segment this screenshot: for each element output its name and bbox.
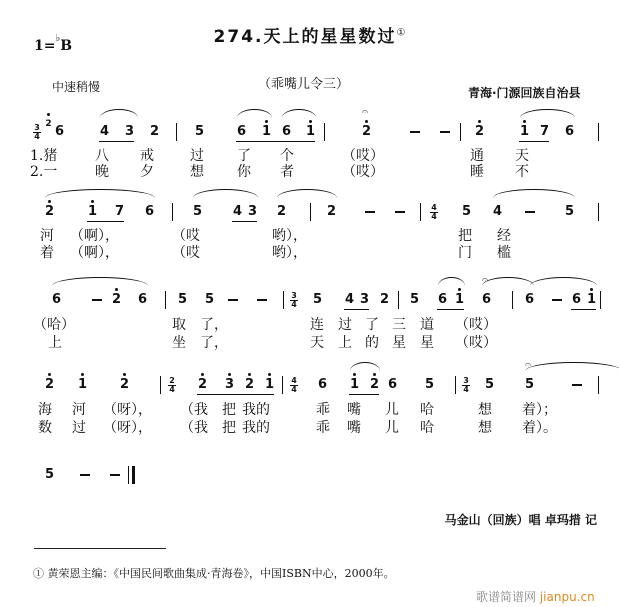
barline [398, 291, 399, 309]
lyric-syllable: 通 [470, 148, 484, 164]
high-octave-dot [47, 113, 50, 116]
title-text: 274.天上的星星数过 [213, 27, 397, 47]
barline [282, 376, 283, 394]
sustain-dash [80, 474, 90, 476]
high-octave-dot [353, 373, 356, 376]
time-sig-top: 3 [34, 123, 40, 132]
lyric-syllable: 着）； [522, 402, 557, 418]
high-octave-dot [590, 288, 593, 291]
high-octave-dot [458, 288, 461, 291]
lyric-syllable: 着）。 [522, 420, 557, 436]
eighth-underline [369, 394, 379, 395]
high-octave-dot [123, 373, 126, 376]
sustain-dash [440, 131, 450, 133]
slur [100, 109, 138, 118]
lyric-syllable: 哈 [420, 402, 434, 418]
lyric-syllable: （哎） [342, 164, 384, 180]
note: 3 [360, 292, 370, 307]
note: 2 [380, 292, 390, 307]
note: 6 [55, 124, 65, 139]
fermata-icon: 𝄐 [362, 105, 369, 118]
sustain-dash [395, 211, 405, 213]
note: 7 [540, 124, 550, 139]
time-sig-top: 2 [169, 376, 175, 385]
note: 1 [88, 205, 97, 219]
lyric-syllable: 星 [392, 335, 406, 351]
high-octave-dot [115, 288, 118, 291]
key-prefix: 1= [34, 38, 56, 54]
lyric-syllable: 门 [458, 245, 472, 261]
region-label: 青海·门源回族自治县 [468, 86, 581, 100]
barline [176, 123, 177, 141]
time-signature [290, 377, 298, 394]
lyric-syllable: 个 [280, 148, 294, 164]
note: 2 [362, 125, 371, 139]
lyric-syllable: 天 [310, 335, 324, 351]
high-octave-dot [373, 373, 376, 376]
lyric-syllable: 取 [172, 317, 186, 333]
note: 2 [198, 378, 207, 392]
lyric-syllable: 哟）， [272, 228, 307, 244]
note: 2 [245, 378, 254, 392]
lyric-syllable: （哎） [342, 148, 384, 164]
lyric-syllable: 槛 [497, 245, 511, 261]
lyric-syllable: （我 [180, 402, 208, 418]
lyric-syllable: 河 [40, 228, 54, 244]
final-barline-thin [128, 466, 129, 484]
song-title [0, 22, 619, 47]
lyric-syllable: 把 [458, 228, 472, 244]
barline [324, 123, 325, 141]
lyric-syllable: 把 [222, 402, 236, 418]
barline [455, 376, 456, 394]
lyric-syllable: 数 [38, 420, 52, 436]
lyric-syllable: 经 [497, 228, 511, 244]
barline [160, 376, 161, 394]
lyric-syllable: 晚 [95, 164, 109, 180]
note: 6 [52, 292, 62, 307]
time-signature [33, 124, 41, 141]
lyric-syllable: 2.一 [30, 164, 58, 180]
note: 1 [350, 378, 359, 392]
note: 6 [388, 377, 398, 392]
note: 5 [565, 204, 575, 219]
eighth-underline [586, 309, 596, 310]
slur [52, 277, 148, 286]
lyric-syllable: （呀）， [103, 402, 152, 418]
lyric-syllable: 睡 [470, 164, 484, 180]
sustain-dash [92, 299, 102, 301]
lyric-syllable: 海 [38, 402, 52, 418]
note: 3 [248, 204, 258, 219]
time-sig-top: 4 [431, 203, 437, 212]
note: 5 [425, 377, 435, 392]
note: 4 [233, 204, 243, 219]
lyric-syllable: （呀）， [103, 420, 152, 436]
lyric-syllable: （哎 [172, 245, 200, 261]
barline [420, 203, 421, 221]
note: 5 [462, 204, 472, 219]
note: 6 [318, 377, 328, 392]
lyric-syllable: （啊）， [70, 245, 119, 261]
note: 5 [410, 292, 420, 307]
note: 2 [327, 204, 337, 219]
note: 5 [525, 377, 535, 392]
note: 3 [125, 124, 135, 139]
note: 1 [262, 125, 271, 139]
time-signature [430, 204, 438, 221]
lyric-syllable: 了， [200, 335, 228, 351]
flat-icon: ♭ [55, 33, 61, 44]
barline [460, 123, 461, 141]
note: 1 [587, 293, 596, 307]
time-sig-top: 4 [291, 376, 297, 385]
eighth-underline [124, 141, 134, 142]
high-octave-dot [201, 373, 204, 376]
note: 6 [525, 292, 535, 307]
lyric-syllable: （哈） [33, 317, 75, 333]
note: 2 [45, 378, 54, 392]
time-sig-bottom: 4 [169, 385, 175, 394]
note: 3 [225, 378, 234, 392]
note: 6 [145, 204, 155, 219]
note: 1 [78, 378, 87, 392]
lyric-syllable: 着 [40, 245, 54, 261]
lyric-syllable: 乖 [316, 420, 330, 436]
barline [512, 291, 513, 309]
high-octave-dot [81, 373, 84, 376]
lyric-syllable: 哟）， [272, 245, 307, 261]
time-sig-top: 3 [291, 291, 297, 300]
lyric-syllable: 嘴 [347, 420, 361, 436]
note: 5 [313, 292, 323, 307]
high-octave-dot [478, 120, 481, 123]
lyric-syllable: 了 [365, 317, 379, 333]
lyric-syllable: 想 [190, 164, 204, 180]
barline [283, 291, 284, 309]
eighth-underline [359, 309, 369, 310]
lyric-syllable: 上 [48, 335, 62, 351]
sustain-dash [257, 299, 267, 301]
note: 1 [306, 125, 315, 139]
slur [193, 189, 258, 198]
lyric-syllable: 乖 [316, 402, 330, 418]
note: 5 [45, 467, 55, 482]
lyric-syllable: 连 [310, 317, 324, 333]
lyric-syllable: 上 [338, 335, 352, 351]
time-sig-bottom: 4 [291, 300, 297, 309]
eighth-underline [114, 221, 124, 222]
lyric-syllable: 把 [222, 420, 236, 436]
barline [172, 203, 173, 221]
watermark-cn: 歌谱简谱网 [476, 590, 537, 604]
note: 6 [138, 292, 148, 307]
time-sig-bottom: 4 [431, 212, 437, 221]
note: 5 [205, 292, 215, 307]
time-signature [290, 292, 298, 309]
barline [598, 376, 599, 394]
eighth-underline [264, 394, 274, 395]
slur [482, 273, 534, 286]
lyric-syllable: 哈 [420, 420, 434, 436]
lyric-syllable: 天 [515, 148, 529, 164]
slur [282, 109, 316, 118]
lyric-syllable: 夕 [140, 164, 154, 180]
time-sig-top: 3 [463, 376, 469, 385]
note: 5 [178, 292, 188, 307]
lyric-syllable: 坐 [172, 335, 186, 351]
time-sig-bottom: 4 [463, 385, 469, 394]
note: 6 [482, 292, 492, 307]
note: 2 [150, 124, 160, 139]
key-note: B [60, 38, 73, 54]
lyric-syllable: 道 [420, 317, 434, 333]
lyric-syllable: （哎） [455, 335, 497, 351]
fermata-icon: 𝄐 [482, 273, 489, 286]
slur [525, 358, 619, 371]
lyric-syllable: 嘴 [347, 402, 361, 418]
high-octave-dot [309, 120, 312, 123]
note: 1 [265, 378, 274, 392]
credit: 马金山（回族）唱 卓玛措 记 [444, 513, 597, 527]
lyric-syllable: 过 [190, 148, 204, 164]
high-octave-dot [365, 120, 368, 123]
footnote-divider [34, 548, 166, 549]
note: 1 [520, 125, 529, 139]
lyric-syllable: （哎 [172, 228, 200, 244]
slur [530, 277, 597, 286]
note: 6 [237, 124, 247, 139]
eighth-underline [539, 141, 549, 142]
subtitle: （乖嘴儿令三） [258, 77, 350, 92]
lyric-syllable: 想 [478, 402, 492, 418]
eighth-underline [305, 141, 315, 142]
note: 4 [493, 204, 503, 219]
slur [237, 109, 272, 118]
high-octave-dot [248, 373, 251, 376]
lyric-syllable: 想 [478, 420, 492, 436]
high-octave-dot [91, 200, 94, 203]
watermark [476, 588, 595, 605]
fermata-icon: 𝄐 [525, 358, 532, 371]
note: 4 [100, 124, 110, 139]
sustain-dash [525, 211, 535, 213]
high-octave-dot [268, 373, 271, 376]
sustain-dash [110, 474, 120, 476]
barline [598, 123, 599, 141]
high-octave-dot [265, 120, 268, 123]
key-signature [34, 33, 73, 54]
note: 4 [345, 292, 355, 307]
high-octave-dot [48, 373, 51, 376]
lyric-syllable: （我 [180, 420, 208, 436]
lyric-syllable: （啊）， [70, 228, 119, 244]
note: 5 [193, 204, 203, 219]
note: 6 [572, 292, 582, 307]
note: 2 [112, 293, 121, 307]
note: 6 [565, 124, 575, 139]
high-octave-dot [48, 200, 51, 203]
note: 6 [438, 292, 448, 307]
lyric-syllable: 过 [72, 420, 86, 436]
grace-note: 2 [44, 117, 53, 131]
lyric-syllable: 星 [420, 335, 434, 351]
tempo-marking: 中速稍慢 [52, 80, 101, 94]
lyric-syllable: （哎） [455, 317, 497, 333]
sustain-dash [572, 384, 582, 386]
slur [45, 189, 155, 198]
sustain-dash [365, 211, 375, 213]
sustain-dash [552, 299, 562, 301]
lyric-syllable: 了 [237, 148, 251, 164]
slur [438, 277, 465, 286]
high-octave-dot [228, 373, 231, 376]
lyric-syllable: 了， [200, 317, 228, 333]
barline [600, 291, 601, 309]
lyric-syllable: 过 [338, 317, 352, 333]
barline [310, 203, 311, 221]
title-footnote-marker: ① [396, 27, 406, 39]
note: 2 [370, 378, 379, 392]
time-signature [168, 377, 176, 394]
eighth-underline [454, 309, 464, 310]
barline [598, 203, 599, 221]
lyric-syllable: 不 [515, 164, 529, 180]
lyric-syllable: 你 [237, 164, 251, 180]
lyric-syllable: 三 [392, 317, 406, 333]
final-barline-thick [132, 466, 135, 484]
time-sig-bottom: 4 [34, 132, 40, 141]
lyric-syllable: 1.猪 [30, 148, 58, 164]
lyric-syllable: 我的 [242, 402, 270, 418]
lyric-syllable: 者 [280, 164, 294, 180]
watermark-en: jianpu.cn [539, 590, 595, 604]
lyric-syllable: 戒 [140, 148, 154, 164]
note: 5 [195, 124, 205, 139]
lyric-syllable: 儿 [385, 402, 399, 418]
lyric-syllable: 我的 [242, 420, 270, 436]
time-signature [462, 377, 470, 394]
note: 2 [277, 204, 287, 219]
lyric-syllable: 河 [72, 402, 86, 418]
sustain-dash [228, 299, 238, 301]
footnote: ① 黄荣恩主编：《中国民间歌曲集成·青海卷》，中国ISBN中心，2000年。 [33, 567, 395, 580]
note: 2 [120, 378, 129, 392]
eighth-underline [247, 221, 257, 222]
note: 2 [45, 205, 54, 219]
slur [277, 189, 337, 198]
note: 1 [455, 293, 464, 307]
lyric-syllable: 八 [95, 148, 109, 164]
barline [165, 291, 166, 309]
sustain-dash [410, 131, 420, 133]
time-sig-bottom: 4 [291, 385, 297, 394]
slur [493, 189, 575, 198]
note: 2 [475, 125, 484, 139]
note: 5 [485, 377, 495, 392]
slur [350, 362, 380, 371]
high-octave-dot [523, 120, 526, 123]
slur [520, 109, 575, 118]
lyric-syllable: 儿 [385, 420, 399, 436]
lyric-syllable: 的 [365, 335, 379, 351]
note: 6 [282, 124, 292, 139]
note: 7 [115, 204, 125, 219]
